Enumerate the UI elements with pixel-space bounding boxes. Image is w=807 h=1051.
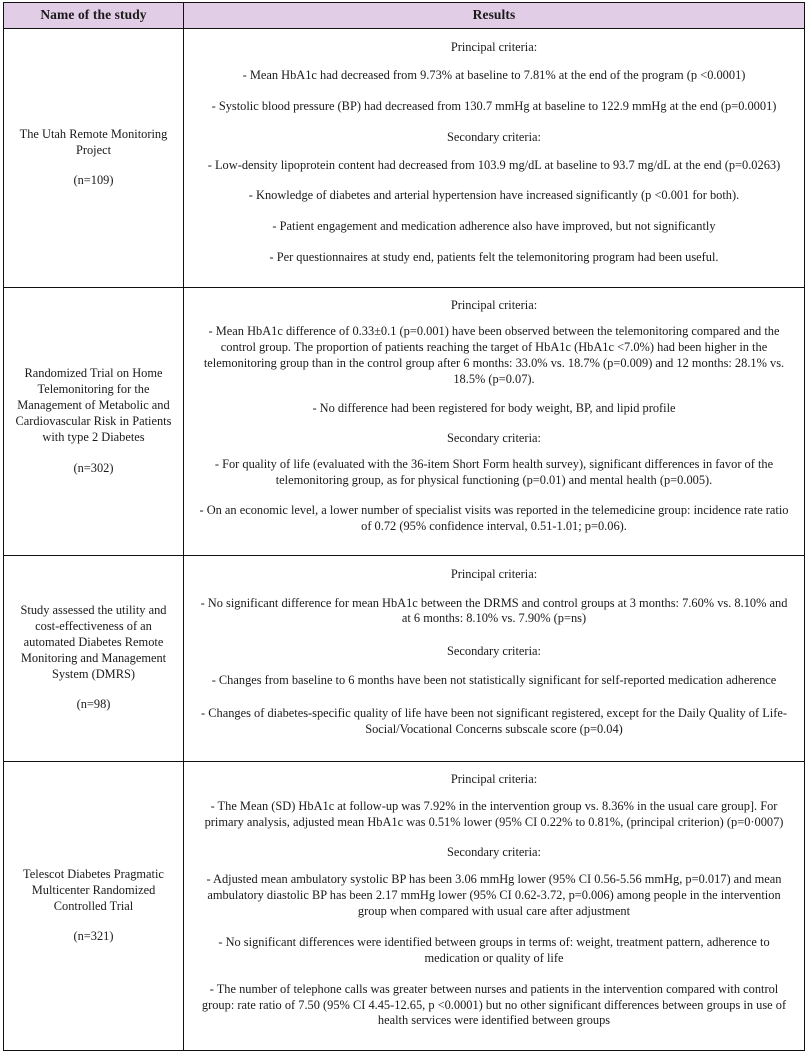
principal-criteria-item: - Mean HbA1c had decreased from 9.73% at baseline to 7.81% at the end of the program (p <0.0001) — [242, 67, 746, 82]
secondary-criteria-item: - The number of telephone calls was greater between nurses and patients in the intervention compared with control group: rate ratio of 7.50 (95% CI 4.45-12.65, p <0.0001) but no other significant differences between groups in use of health services were identified between groups — [201, 981, 787, 1028]
principal-criteria-label: Principal criteria: — [450, 40, 538, 54]
secondary-criteria-item: - Changes from baseline to 6 months have been not statistically significant for self-reported medication adherence — [211, 673, 777, 688]
study-title: Telescot Diabetes Pragmatic Multicenter Randomized Controlled Trial — [23, 866, 164, 913]
secondary-criteria-item: - Adjusted mean ambulatory systolic BP has been 3.06 mmHg lower (95% CI 0.56-5.56 mmHg, p=0.017) and mean ambulatory diastolic BP has been 2.17 mmHg lower (95% CI 0.62-3.72, p=0.006) among people in the intervention group when compared with usual care after adjustment — [206, 872, 782, 918]
study-results-cell — [184, 761, 805, 1051]
study-name-cell — [4, 29, 184, 288]
study-title: Study assessed the utility and cost-effectiveness of an automated Diabetes Remote Monitoring and Management System (DMRS) — [20, 603, 167, 681]
table-row — [4, 29, 805, 288]
table-row — [4, 555, 805, 761]
study-name-cell — [4, 555, 184, 761]
study-sample-size: (n=109) — [73, 173, 114, 188]
table-header-row — [4, 3, 805, 29]
study-title: The Utah Remote Monitoring Project — [19, 126, 168, 157]
study-sample-size: (n=302) — [73, 460, 114, 475]
study-sample-size: (n=321) — [73, 929, 114, 944]
column-header-results: Results — [184, 3, 805, 29]
secondary-criteria-item: - Per questionnaires at study end, patients felt the telemonitoring program had been useful. — [269, 250, 719, 265]
secondary-criteria-item: - Knowledge of diabetes and arterial hypertension have increased significantly (p <0.001 for both). — [248, 188, 740, 203]
secondary-criteria-item: - On an economic level, a lower number of specialist visits was reported in the telemedicine group: incidence rate ratio of 0.72 (95% confidence interval, 0.51-1.01; p=0.06). — [199, 502, 789, 533]
principal-criteria-item: - No difference had been registered for body weight, BP, and lipid profile — [312, 401, 676, 416]
study-results-table — [3, 2, 805, 1051]
study-results-cell — [184, 288, 805, 556]
secondary-criteria-label: Secondary criteria: — [447, 431, 541, 446]
principal-criteria-label: Principal criteria: — [450, 566, 538, 581]
secondary-criteria-label: Secondary criteria: — [447, 644, 541, 659]
principal-criteria-item: - Mean HbA1c difference of 0.33±0.1 (p=0.001) have been observed between the telemonitoring compared and the control group. The proportion of patients reaching the target of HbA1c (HbA1c <7.0%) had been higher in the telemonitoring group than in the control group after 6 months: 33.0% vs. 18.7% (p=0.009) and 12 months: 28.1% vs. 18.5% (p=0.07). — [203, 323, 785, 386]
principal-criteria-label: Principal criteria: — [450, 298, 538, 312]
secondary-criteria-item: - No significant differences were identified between groups in terms of: weight, treatment pattern, adherence to medication or quality of life — [218, 934, 770, 965]
secondary-criteria-label: Secondary criteria: — [447, 129, 541, 144]
secondary-criteria-label: Secondary criteria: — [447, 845, 541, 860]
table-body — [4, 29, 805, 1051]
study-name-cell — [4, 761, 184, 1051]
secondary-criteria-item: - For quality of life (evaluated with the 36-item Short Form health survey), significant differences in favor of the telemonitoring group, as for physical functioning (p=0.01) and mental health (p=0.005). — [214, 457, 774, 487]
principal-criteria-item: - No significant difference for mean HbA1c between the DRMS and control groups at 3 months: 7.60% vs. 8.10% and at 6 months: 8.10% vs. 7.90% (p=ns) — [200, 595, 788, 626]
principal-criteria-label: Principal criteria: — [450, 771, 538, 786]
secondary-criteria-item: - Changes of diabetes-specific quality of life have been not significant registered, except for the Daily Quality of Life-Social/Vocational Concerns subscale score (p=0.04) — [201, 706, 787, 736]
principal-criteria-item: - The Mean (SD) HbA1c at follow-up was 7.92% in the intervention group vs. 8.36% in the usual care group]. For primary analysis, adjusted mean HbA1c was 0.51% lower (95% CI 0.22% to 0.81%, (principal criterion) (p=0·0007) — [204, 798, 784, 829]
secondary-criteria-item: - Patient engagement and medication adherence also have improved, but not significantly — [272, 219, 716, 234]
study-name-cell — [4, 288, 184, 556]
study-results-cell — [184, 29, 805, 288]
column-header-name-of-the-study: Name of the study — [4, 3, 184, 29]
principal-criteria-item: - Systolic blood pressure (BP) had decreased from 130.7 mmHg at baseline to 122.9 mmHg at the end (p=0.0001) — [211, 98, 777, 113]
study-title: Randomized Trial on Home Telemonitoring for the Management of Metabolic and Cardiovascular Risk in Patients with type 2 Diabetes — [15, 366, 172, 444]
table-row — [4, 288, 805, 556]
study-results-cell — [184, 555, 805, 761]
table-header — [4, 3, 805, 29]
table-row — [4, 761, 805, 1051]
study-sample-size: (n=98) — [76, 697, 111, 712]
secondary-criteria-item: - Low-density lipoprotein content had decreased from 103.9 mg/dL at baseline to 93.7 mg/dL at the end (p=0.0263) — [207, 157, 781, 172]
